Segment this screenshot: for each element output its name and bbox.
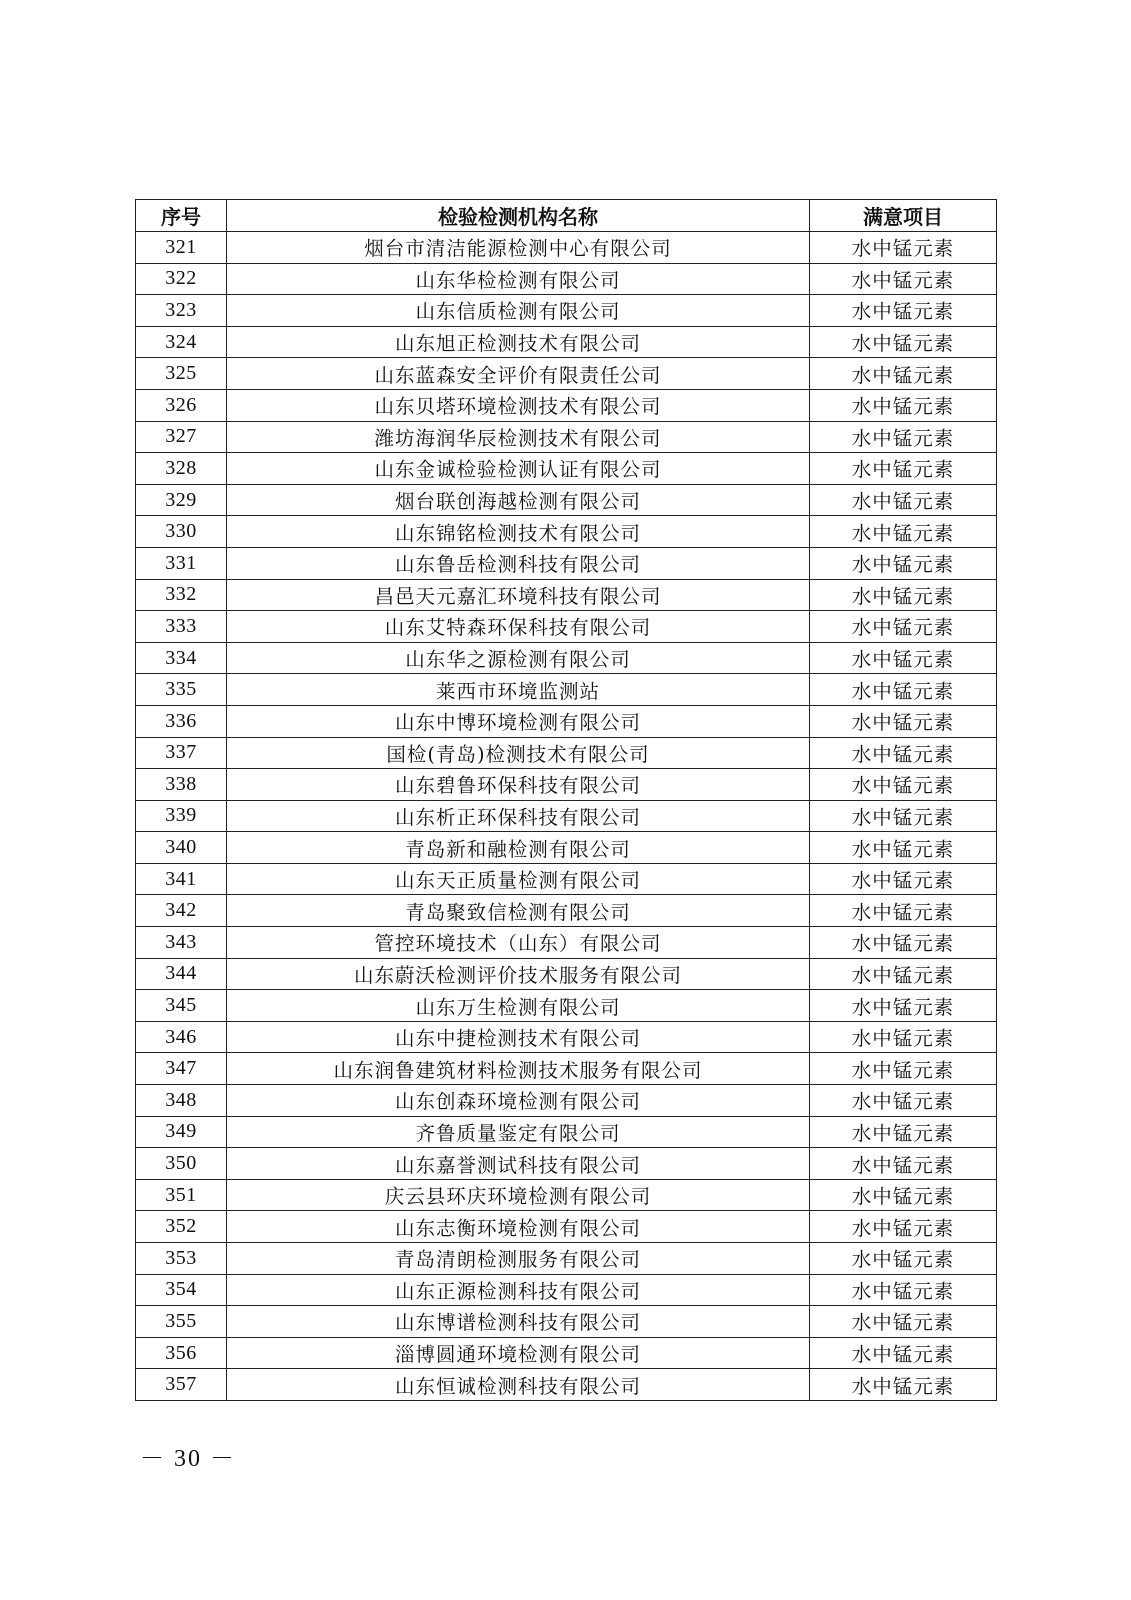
serial-number-cell: 353 (136, 1243, 227, 1275)
serial-number-cell: 340 (136, 832, 227, 864)
serial-number-cell: 322 (136, 263, 227, 295)
table-row (136, 958, 997, 990)
serial-number-cell: 328 (136, 453, 227, 485)
serial-number-cell: 355 (136, 1306, 227, 1338)
serial-number-cell: 347 (136, 1053, 227, 1085)
table-row (136, 895, 997, 927)
serial-number-cell: 342 (136, 895, 227, 927)
satisfactory-item-cell: 水中锰元素 (810, 326, 997, 358)
satisfactory-item-cell: 水中锰元素 (810, 1369, 997, 1401)
table-row (136, 389, 997, 421)
table-row (136, 232, 997, 264)
serial-number-cell: 351 (136, 1179, 227, 1211)
satisfactory-item-cell: 水中锰元素 (810, 832, 997, 864)
serial-number-cell: 348 (136, 1085, 227, 1117)
table-row (136, 1243, 997, 1275)
serial-number-cell: 349 (136, 1116, 227, 1148)
serial-number-cell: 339 (136, 800, 227, 832)
table-row (136, 927, 997, 959)
table-row (136, 1148, 997, 1180)
institution-name-cell: 青岛聚致信检测有限公司 (227, 895, 810, 927)
institution-name-cell: 山东创森环境检测有限公司 (227, 1085, 810, 1117)
table-row (136, 990, 997, 1022)
institution-name-cell: 山东碧鲁环保科技有限公司 (227, 769, 810, 801)
institution-name-cell: 青岛新和融检测有限公司 (227, 832, 810, 864)
institution-name-cell: 庆云县环庆环境检测有限公司 (227, 1179, 810, 1211)
serial-number-cell: 354 (136, 1274, 227, 1306)
header-satisfactory-item: 满意项目 (810, 200, 997, 232)
satisfactory-item-cell: 水中锰元素 (810, 1211, 997, 1243)
institution-name-cell: 山东蓝森安全评价有限责任公司 (227, 358, 810, 390)
table-row (136, 800, 997, 832)
satisfactory-item-cell: 水中锰元素 (810, 927, 997, 959)
institution-name-cell: 烟台市清洁能源检测中心有限公司 (227, 232, 810, 264)
satisfactory-item-cell: 水中锰元素 (810, 516, 997, 548)
serial-number-cell: 325 (136, 358, 227, 390)
institution-name-cell: 山东艾特森环保科技有限公司 (227, 611, 810, 643)
serial-number-cell: 356 (136, 1337, 227, 1369)
institution-name-cell: 烟台联创海越检测有限公司 (227, 484, 810, 516)
institution-name-cell: 山东恒诚检测科技有限公司 (227, 1369, 810, 1401)
table-row (136, 611, 997, 643)
institution-name-cell: 山东润鲁建筑材料检测技术服务有限公司 (227, 1053, 810, 1085)
page-number: － 30 － (140, 1446, 236, 1472)
table-row (136, 263, 997, 295)
table-header (136, 200, 997, 232)
table-row (136, 1085, 997, 1117)
table-row (136, 547, 997, 579)
institution-name-cell: 山东析正环保科技有限公司 (227, 800, 810, 832)
header-serial-number: 序号 (136, 200, 227, 232)
table-row (136, 1337, 997, 1369)
serial-number-cell: 334 (136, 642, 227, 674)
satisfactory-item-cell: 水中锰元素 (810, 421, 997, 453)
institution-name-cell: 山东鲁岳检测科技有限公司 (227, 547, 810, 579)
serial-number-cell: 321 (136, 232, 227, 264)
serial-number-cell: 338 (136, 769, 227, 801)
satisfactory-item-cell: 水中锰元素 (810, 1179, 997, 1211)
institution-name-cell: 山东志衡环境检测有限公司 (227, 1211, 810, 1243)
satisfactory-item-cell: 水中锰元素 (810, 1274, 997, 1306)
table-row (136, 484, 997, 516)
serial-number-cell: 323 (136, 295, 227, 327)
institution-name-cell: 山东金诚检验检测认证有限公司 (227, 453, 810, 485)
institution-name-cell: 山东信质检测有限公司 (227, 295, 810, 327)
serial-number-cell: 336 (136, 705, 227, 737)
satisfactory-item-cell: 水中锰元素 (810, 1053, 997, 1085)
institution-name-cell: 山东嘉誉测试科技有限公司 (227, 1148, 810, 1180)
institution-name-cell: 管控环境技术（山东）有限公司 (227, 927, 810, 959)
satisfactory-item-cell: 水中锰元素 (810, 895, 997, 927)
satisfactory-item-cell: 水中锰元素 (810, 958, 997, 990)
serial-number-cell: 327 (136, 421, 227, 453)
table-row (136, 832, 997, 864)
institution-name-cell: 山东中博环境检测有限公司 (227, 705, 810, 737)
serial-number-cell: 326 (136, 389, 227, 421)
serial-number-cell: 331 (136, 547, 227, 579)
satisfactory-item-cell: 水中锰元素 (810, 453, 997, 485)
satisfactory-item-cell: 水中锰元素 (810, 705, 997, 737)
table-row (136, 579, 997, 611)
serial-number-cell: 324 (136, 326, 227, 358)
satisfactory-item-cell: 水中锰元素 (810, 990, 997, 1022)
institution-name-cell: 山东中捷检测技术有限公司 (227, 1021, 810, 1053)
table-row (136, 1211, 997, 1243)
table-row (136, 674, 997, 706)
institution-name-cell: 山东华之源检测有限公司 (227, 642, 810, 674)
satisfactory-item-cell: 水中锰元素 (810, 1306, 997, 1338)
serial-number-cell: 343 (136, 927, 227, 959)
satisfactory-item-cell: 水中锰元素 (810, 358, 997, 390)
table-row (136, 737, 997, 769)
institution-name-cell: 山东华检检测有限公司 (227, 263, 810, 295)
satisfactory-item-cell: 水中锰元素 (810, 1337, 997, 1369)
satisfactory-item-cell: 水中锰元素 (810, 579, 997, 611)
satisfactory-item-cell: 水中锰元素 (810, 1085, 997, 1117)
satisfactory-item-cell: 水中锰元素 (810, 800, 997, 832)
serial-number-cell: 330 (136, 516, 227, 548)
table-row (136, 421, 997, 453)
table-row (136, 1021, 997, 1053)
institution-name-cell: 山东旭正检测技术有限公司 (227, 326, 810, 358)
table-row (136, 863, 997, 895)
table-row (136, 705, 997, 737)
table-body (136, 232, 997, 1401)
table-row (136, 1116, 997, 1148)
serial-number-cell: 352 (136, 1211, 227, 1243)
satisfactory-item-cell: 水中锰元素 (810, 232, 997, 264)
institution-name-cell: 山东锦铭检测技术有限公司 (227, 516, 810, 548)
serial-number-cell: 335 (136, 674, 227, 706)
institution-name-cell: 齐鲁质量鉴定有限公司 (227, 1116, 810, 1148)
institution-name-cell: 山东蔚沃检测评价技术服务有限公司 (227, 958, 810, 990)
satisfactory-item-cell: 水中锰元素 (810, 1116, 997, 1148)
institution-name-cell: 山东天正质量检测有限公司 (227, 863, 810, 895)
institution-name-cell: 山东正源检测科技有限公司 (227, 1274, 810, 1306)
satisfactory-item-cell: 水中锰元素 (810, 547, 997, 579)
table-row (136, 1306, 997, 1338)
serial-number-cell: 333 (136, 611, 227, 643)
satisfactory-item-cell: 水中锰元素 (810, 863, 997, 895)
serial-number-cell: 332 (136, 579, 227, 611)
institution-name-cell: 淄博圆通环境检测有限公司 (227, 1337, 810, 1369)
serial-number-cell: 350 (136, 1148, 227, 1180)
institution-name-cell: 青岛清朗检测服务有限公司 (227, 1243, 810, 1275)
satisfactory-item-cell: 水中锰元素 (810, 769, 997, 801)
satisfactory-item-cell: 水中锰元素 (810, 295, 997, 327)
serial-number-cell: 344 (136, 958, 227, 990)
table-row (136, 642, 997, 674)
serial-number-cell: 341 (136, 863, 227, 895)
table-row (136, 1274, 997, 1306)
serial-number-cell: 345 (136, 990, 227, 1022)
table-row (136, 1179, 997, 1211)
table-row (136, 1369, 997, 1401)
serial-number-cell: 329 (136, 484, 227, 516)
satisfactory-item-cell: 水中锰元素 (810, 737, 997, 769)
table-row (136, 358, 997, 390)
header-row (136, 200, 997, 232)
table-row (136, 769, 997, 801)
satisfactory-item-cell: 水中锰元素 (810, 674, 997, 706)
table-row (136, 453, 997, 485)
satisfactory-item-cell: 水中锰元素 (810, 484, 997, 516)
header-institution-name: 检验检测机构名称 (227, 200, 810, 232)
satisfactory-item-cell: 水中锰元素 (810, 611, 997, 643)
institution-name-cell: 山东贝塔环境检测技术有限公司 (227, 389, 810, 421)
serial-number-cell: 337 (136, 737, 227, 769)
institution-name-cell: 山东万生检测有限公司 (227, 990, 810, 1022)
table-row (136, 516, 997, 548)
table-row (136, 326, 997, 358)
institution-name-cell: 潍坊海润华辰检测技术有限公司 (227, 421, 810, 453)
institution-name-cell: 国检(青岛)检测技术有限公司 (227, 737, 810, 769)
satisfactory-item-cell: 水中锰元素 (810, 1148, 997, 1180)
serial-number-cell: 357 (136, 1369, 227, 1401)
satisfactory-item-cell: 水中锰元素 (810, 263, 997, 295)
satisfactory-item-cell: 水中锰元素 (810, 642, 997, 674)
serial-number-cell: 346 (136, 1021, 227, 1053)
satisfactory-item-cell: 水中锰元素 (810, 389, 997, 421)
satisfactory-item-cell: 水中锰元素 (810, 1021, 997, 1053)
table-row (136, 1053, 997, 1085)
institution-name-cell: 莱西市环境监测站 (227, 674, 810, 706)
table-row (136, 295, 997, 327)
institution-name-cell: 昌邑天元嘉汇环境科技有限公司 (227, 579, 810, 611)
satisfactory-item-cell: 水中锰元素 (810, 1243, 997, 1275)
result-table (135, 199, 997, 1401)
institution-name-cell: 山东博谱检测科技有限公司 (227, 1306, 810, 1338)
